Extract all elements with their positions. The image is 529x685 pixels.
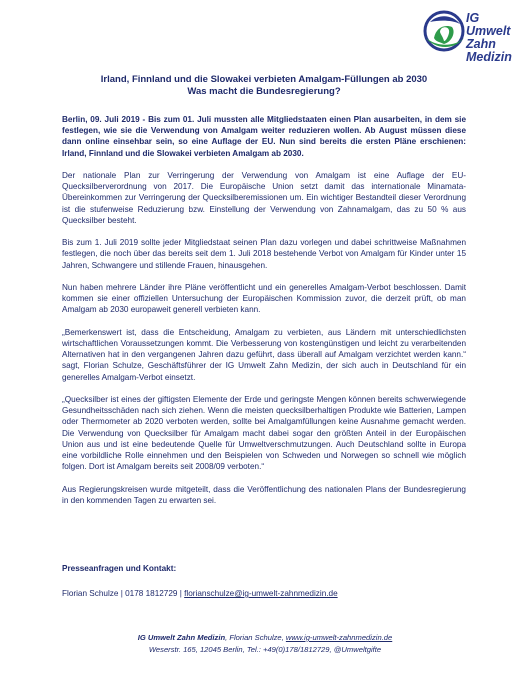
contact-heading: Presseanfragen und Kontakt: — [62, 564, 177, 573]
body-paragraph: Der nationale Plan zur Verringerung der Verwendung von Amalgam ist eine Auflage der EU-Quecksilberverordnung von 2017. Die Europäische Union setzt damit das internationale Minamata-Übereinkommen zur Verringerung der Quecksilberemissionen um. Ein wichtiger Bestandteil dieser Verordnung ist die stufenweise Reduzierung bzw. Einstellung der Verwendung von Zahnamalgam, das zu 50 % aus Quecksilber besteht. — [62, 171, 466, 225]
quote-paragraph: „Bemerkenswert ist, dass die Entscheidung, Amalgam zu verbieten, aus Ländern mit unterschiedlichsten wirtschaftlichen Voraussetzungen kommt. Die Verbesserung von kostengünstigen und leicht zu verarbeitenden Alternativen hat in den vergangenen Jahren dazu geführt, dass überall auf Amalgam verzichtet werden kann.“ sagt, Florian Schulze, Geschäftsführer der IG Umwelt Zahn Medizin, der sich auch in Deutschland für ein generelles Amalgam-Verbot einsetzt. — [62, 327, 466, 382]
footer-person: , Florian Schulze, — [225, 633, 286, 642]
title-line-1: Irland, Finnland und die Slowakei verbieten Amalgam-Füllungen ab 2030 — [100, 74, 428, 85]
press-release-body — [62, 114, 466, 517]
logo-text — [466, 12, 512, 64]
logo-line: IG — [466, 11, 480, 25]
body-paragraph: Aus Regierungskreisen wurde mitgeteilt, dass die Veröffentlichung des nationalen Plans der Bundesregierung in den kommenden Tagen zu erwarten sei. — [62, 484, 466, 505]
footer-website-link[interactable]: www.ig-umwelt-zahnmedizin.de — [285, 633, 393, 642]
body-paragraph: Bis zum 1. Juli 2019 sollte jeder Mitgliedstaat seinen Plan dazu vorlegen und dabei schrittweise Maßnahmen festlegen, die noch über das bereits seit dem 1. Juli 2018 bestehende Verbot von Amalgam für Kinder unter 15 Jahren, Schwangere und stillende Frauen, hinausgehen. — [62, 238, 466, 270]
footer-org: IG Umwelt Zahn Medizin — [137, 633, 226, 642]
footer-line-1 — [40, 632, 490, 644]
ig-umwelt-zahn-medizin-logo — [422, 8, 522, 70]
lead-paragraph: Berlin, 09. Juli 2019 - Bis zum 01. Juli mussten alle Mitgliedstaaten einen Plan ausarbeiten, in dem sie festlegen, wie sie die Verwendung von Amalgam weiter reduzieren wollen. Ab August müssen diese dann online einsehbar sein, so eine Auflage der EU. Nun sind bereits die ersten Pläne erschienen: Irland, Finnland und die Slowakei verbieten Amalgam ab 2030. — [62, 115, 466, 158]
contact-name-phone: Florian Schulze | 0178 1812729 | — [62, 589, 185, 598]
footer-line-2: Weserstr. 165, 12045 Berlin, Tel.: +49(0)178/1812729, @Umweltgifte — [148, 645, 382, 654]
document-title — [64, 74, 464, 98]
contact-email-link[interactable]: florianschulze@ig-umwelt-zahnmedizin.de — [184, 589, 338, 598]
body-paragraph: Nun haben mehrere Länder ihre Pläne veröffentlicht und ein generelles Amalgam-Verbot beschlossen. Damit kommen sie einer offiziellen Untersuchung der Europäischen Kommission zuvor, die derzeit prüft, ob man Amalgam ab 2030 europaweit generell verbieten kann. — [62, 283, 466, 315]
contact-line — [62, 589, 338, 598]
logo-line: Umwelt — [466, 24, 511, 38]
quote-paragraph: „Quecksilber ist eines der giftigsten Elemente der Erde und geringste Mengen können bereits schwerwiegende Gesundheitsschäden nach sich ziehen. Wenn die meisten quecksilberhaltigen Produkte wie Batterien, Lampen oder Thermometer ab 2020 verboten werden, sollte bei Amalgamfüllungen keine Ausnahme gemacht werden. Die Verwendung von Quecksilber für Amalgam macht dabei sogar den größten Anteil in der Europäischen Union aus und ist eine bedeutende Quelle für Umweltverschmutzungen. Auch Deutschland sollte in Europa eine vorbildliche Rolle einnehmen und den Beispielen von Schweden und Norwegen so schnell wie möglich folgen. Dort ist Amalgam bereits seit 2008/09 verboten.“ — [62, 395, 466, 472]
logo-line: Zahn — [466, 37, 496, 51]
page-footer — [40, 632, 490, 656]
globe-tooth-icon — [422, 8, 468, 54]
title-line-2: Was macht die Bundesregierung? — [187, 86, 341, 97]
logo-line: Medizin — [466, 50, 512, 64]
